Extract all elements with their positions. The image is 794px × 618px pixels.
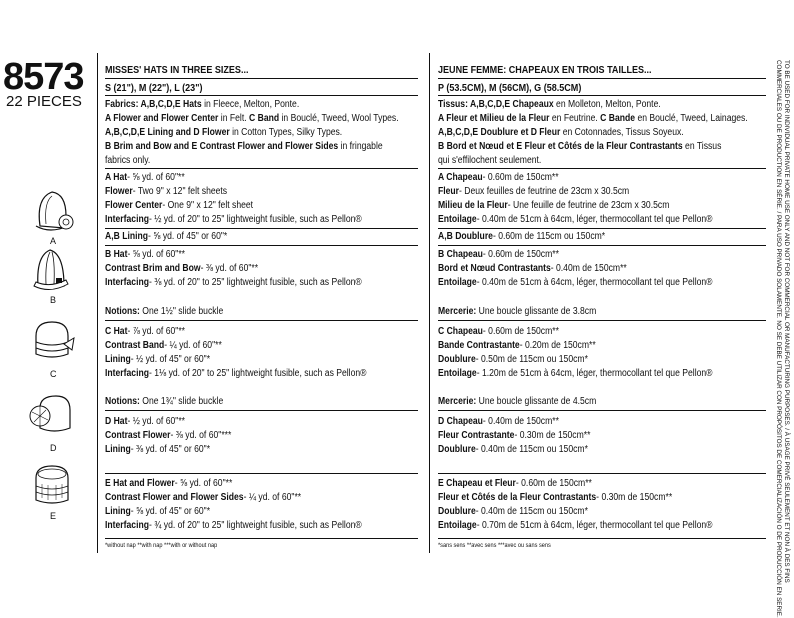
rule bbox=[105, 538, 418, 539]
yardage-line: Fleur- Deux feuilles de feutrine de 23cm x 30.5cm bbox=[438, 186, 630, 197]
yardage-line: Contrast Brim and Bow- ⅜ yd. of 60"** bbox=[105, 263, 259, 274]
yardage-line: Bord et Nœud Contrastants- 0.40m de 150cm** bbox=[438, 263, 627, 274]
yardage-line: Interfacing- ¾ yd. of 20" to 25" lightweight fusible, such as Pellon® bbox=[105, 520, 362, 531]
view-e-label: E bbox=[50, 511, 57, 521]
yardage-line: Contrast Band- ¼ yd. of 60"** bbox=[105, 340, 222, 351]
rule bbox=[105, 473, 418, 474]
usage-notice-line: COMMERCIALES OU DE PRODUCTION EN SÉRIE. / PARA USO PRIVADO SOLAMENTE. NO SE DEBE UTILIZAR CON PROPÓSITOS DE COMERCIALIZACIÓN O DE PRODUCCIÓN EN SERIE. bbox=[775, 60, 782, 618]
rule bbox=[438, 320, 766, 321]
yardage-line: A,B Lining- ⅝ yd. of 45" or 60"* bbox=[105, 231, 228, 242]
yardage-line: Entoilage- 0.40m de 51cm à 64cm, léger, thermocollant tel que Pellon® bbox=[438, 277, 713, 288]
fabric-line: fabrics only. bbox=[105, 155, 151, 166]
yardage-line: C Hat- ⅞ yd. of 60"** bbox=[105, 326, 186, 337]
rule bbox=[105, 168, 418, 169]
notions-line: Mercerie: Une boucle glissante de 3.8cm bbox=[438, 306, 597, 317]
yardage-line: Doublure- 0.50m de 115cm ou 150cm* bbox=[438, 354, 588, 365]
view-c-label: C bbox=[50, 369, 57, 379]
rule bbox=[105, 228, 418, 229]
yardage-line: Interfacing- ⅜ yd. of 20" to 25" lightweight fusible, such as Pellon® bbox=[105, 277, 362, 288]
view-c-illustration bbox=[26, 316, 78, 368]
yardage-line: E Chapeau et Fleur- 0.60m de 150cm** bbox=[438, 478, 592, 489]
yardage-line: Lining- ⅝ yd. of 45" or 60"* bbox=[105, 506, 211, 517]
notions-line: Notions: One 1¾" slide buckle bbox=[105, 396, 224, 407]
rule bbox=[438, 473, 766, 474]
english-title: MISSES' HATS IN THREE SIZES... bbox=[105, 64, 249, 76]
rule bbox=[438, 78, 766, 79]
fabric-line: B Bord et Nœud et E Fleur et Côtés de la Fleur Contrastants en Tissus bbox=[438, 141, 722, 152]
usage-notice bbox=[775, 60, 790, 618]
yardage-line: Milieu de la Fleur- Une feuille de feutrine de 23cm x 30.5cm bbox=[438, 200, 670, 211]
yardage-line: Bande Contrastante- 0.20m de 150cm** bbox=[438, 340, 596, 351]
view-d-illustration bbox=[26, 390, 78, 442]
yardage-line: Interfacing- ½ yd. of 20" to 25" lightweight fusible, such as Pellon® bbox=[105, 214, 362, 225]
yardage-line: Lining- ½ yd. of 45" or 60"* bbox=[105, 354, 211, 365]
fabric-line: A Flower and Flower Center in Felt. C Band in Bouclé, Tweed, Wool Types. bbox=[105, 113, 399, 124]
yardage-line: D Hat- ½ yd. of 60"** bbox=[105, 416, 186, 427]
english-sizes: S (21"), M (22"), L (23") bbox=[105, 82, 203, 94]
fabric-line: A,B,C,D,E Doublure et D Fleur en Cotonnades, Tissus Soyeux. bbox=[438, 127, 684, 138]
yardage-line: A Hat- ⅝ yd. of 60"** bbox=[105, 172, 185, 183]
yardage-line: A Chapeau- 0.60m de 150cm** bbox=[438, 172, 559, 183]
rule bbox=[438, 245, 766, 246]
yardage-line: Contrast Flower- ⅜ yd. of 60"*** bbox=[105, 430, 232, 441]
rule bbox=[105, 78, 418, 79]
yardage-line: A,B Doublure- 0.60m de 115cm ou 150cm* bbox=[438, 231, 606, 242]
column-divider bbox=[429, 53, 430, 553]
pattern-number: 8573 bbox=[3, 56, 84, 98]
rule bbox=[438, 95, 766, 96]
view-a-illustration bbox=[28, 186, 78, 238]
usage-notice-line: TO BE USED FOR INDIVIDUAL PRIVATE HOME USE ONLY AND NOT FOR COMMERCIAL OR MANUFACTURING PURPOSES. / À USAGE PRIVÉ SEULEMENT ET NON À DES FINS bbox=[783, 60, 790, 583]
view-b-label: B bbox=[50, 295, 57, 305]
view-d-label: D bbox=[50, 443, 57, 453]
rule bbox=[438, 168, 766, 169]
notions-line: Notions: One 1½" slide buckle bbox=[105, 306, 224, 317]
yardage-line: Lining- ⅜ yd. of 45" or 60"* bbox=[105, 444, 211, 455]
rule bbox=[438, 228, 766, 229]
view-b-illustration bbox=[26, 244, 76, 296]
fabric-line: Fabrics: A,B,C,D,E Hats in Fleece, Melton, Ponte. bbox=[105, 99, 300, 110]
yardage-line: B Hat- ⅝ yd. of 60"** bbox=[105, 249, 186, 260]
pieces-count: 22 PIECES bbox=[6, 93, 82, 110]
view-a-label: A bbox=[50, 236, 57, 246]
fabric-line: B Brim and Bow and E Contrast Flower and Flower Sides in fringable bbox=[105, 141, 383, 152]
rule bbox=[105, 245, 418, 246]
column-divider bbox=[97, 53, 98, 553]
footnote: *sans sens **avec sens ***avec ou sans sens bbox=[438, 542, 551, 549]
fabric-line: qui s'effilochent seulement. bbox=[438, 155, 542, 166]
rule bbox=[105, 320, 418, 321]
french-title: JEUNE FEMME: CHAPEAUX EN TROIS TAILLES... bbox=[438, 64, 652, 76]
rule bbox=[105, 95, 418, 96]
yardage-line: Flower- Two 9" x 12" felt sheets bbox=[105, 186, 228, 197]
notions-line: Mercerie: Une boucle glissante de 4.5cm bbox=[438, 396, 597, 407]
fabric-line: Tissus: A,B,C,D,E Chapeaux en Molleton, Melton, Ponte. bbox=[438, 99, 661, 110]
yardage-line: Entoilage- 0.70m de 51cm à 64cm, léger, thermocollant tel que Pellon® bbox=[438, 520, 713, 531]
fabric-line: A,B,C,D,E Lining and D Flower in Cotton Types, Silky Types. bbox=[105, 127, 343, 138]
footnote: *without nap **with nap ***with or without nap bbox=[105, 542, 218, 549]
rule bbox=[438, 410, 766, 411]
yardage-line: B Chapeau- 0.60m de 150cm** bbox=[438, 249, 559, 260]
yardage-line: Fleur et Côtés de la Fleur Contrastants- 0.30m de 150cm** bbox=[438, 492, 673, 503]
yardage-line: Flower Center- One 9" x 12" felt sheet bbox=[105, 200, 254, 211]
yardage-line: Doublure- 0.40m de 115cm ou 150cm* bbox=[438, 506, 588, 517]
yardage-line: D Chapeau- 0.40m de 150cm** bbox=[438, 416, 559, 427]
yardage-line: Doublure- 0.40m de 115cm ou 150cm* bbox=[438, 444, 588, 455]
yardage-line: Fleur Contrastante- 0.30m de 150cm** bbox=[438, 430, 591, 441]
french-sizes: P (53.5CM), M (56CM), G (58.5CM) bbox=[438, 82, 582, 94]
yardage-line: E Hat and Flower- ⅝ yd. of 60"** bbox=[105, 478, 233, 489]
fabric-line: A Fleur et Milieu de la Fleur en Feutrine. C Bande en Bouclé, Tweed, Lainages. bbox=[438, 113, 748, 124]
yardage-line: Entoilage- 0.40m de 51cm à 64cm, léger, thermocollant tel que Pellon® bbox=[438, 214, 713, 225]
yardage-line: Entoilage- 1.20m de 51cm à 64cm, léger, thermocollant tel que Pellon® bbox=[438, 368, 713, 379]
view-e-illustration bbox=[26, 462, 78, 512]
yardage-line: Interfacing- 1⅛ yd. of 20" to 25" lightweight fusible, such as Pellon® bbox=[105, 368, 367, 379]
yardage-line: C Chapeau- 0.60m de 150cm** bbox=[438, 326, 559, 337]
rule bbox=[105, 410, 418, 411]
rule bbox=[438, 538, 766, 539]
yardage-line: Contrast Flower and Flower Sides- ¼ yd. of 60"** bbox=[105, 492, 302, 503]
